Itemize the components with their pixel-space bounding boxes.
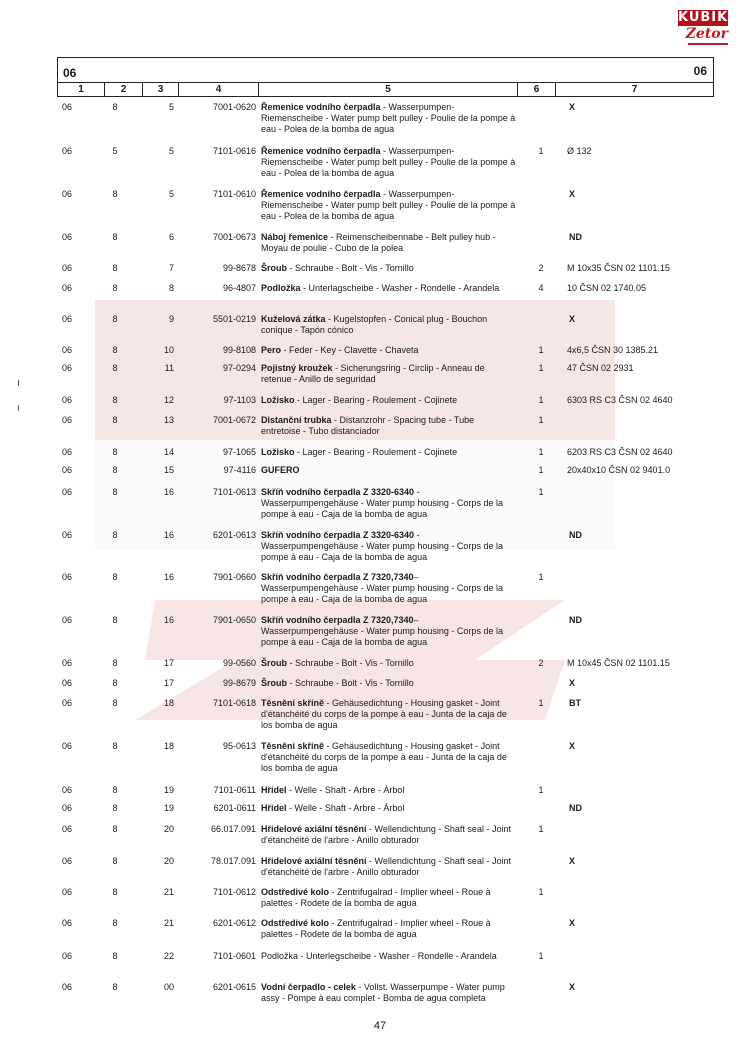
cell-note: X xyxy=(569,102,576,112)
description-text: Podložka - Unterlegscheibe - Washer - Rondelle - Arandela xyxy=(261,951,497,961)
cell-position: 9 xyxy=(168,314,174,324)
cell-description xyxy=(261,363,516,385)
cell-note: X xyxy=(569,918,576,928)
description-text: - Schraube - Bolt - Vis - Tornillo xyxy=(287,263,414,273)
cell-quantity: 2 xyxy=(538,263,544,273)
cell-position: 00 xyxy=(163,982,174,992)
cell-subgroup: 8 xyxy=(112,102,118,112)
cell-quantity: 1 xyxy=(538,487,544,497)
cell-group: 06 xyxy=(62,314,73,324)
cell-position: 11 xyxy=(164,363,174,373)
cell-note: 47 ČSN 02 2931 xyxy=(567,363,634,373)
description-text: - Welle - Shaft - Arbre - Árbol xyxy=(286,785,405,795)
cell-group: 06 xyxy=(62,698,73,708)
cell-position: 5 xyxy=(168,102,174,112)
cell-subgroup: 8 xyxy=(112,395,118,405)
cell-subgroup: 8 xyxy=(112,487,118,497)
cell-note: M 10x35 ČSN 02 1101.15 xyxy=(567,263,670,273)
cell-quantity: 1 xyxy=(538,951,544,961)
description-title: Kuželová zátka xyxy=(261,314,326,324)
cell-subgroup: 5 xyxy=(112,146,118,156)
cell-position: 19 xyxy=(163,785,174,795)
cell-description xyxy=(261,698,516,731)
description-title: Šroub xyxy=(261,658,287,668)
cell-part-number: 7901-0650 xyxy=(212,615,256,625)
description-title: Těsnění skříně xyxy=(261,741,325,751)
description-title: Ložisko xyxy=(261,447,295,457)
cell-description xyxy=(261,345,516,356)
cell-note: Ø 132 xyxy=(567,146,592,156)
cell-position: 5 xyxy=(168,189,174,199)
section-number-left: 06 xyxy=(63,66,77,80)
cell-description xyxy=(261,487,516,520)
description-text: - Kugelstopfen - Conical plug - Bouchon conique - Tapón cónico xyxy=(261,314,488,335)
cell-subgroup: 8 xyxy=(112,615,118,625)
cell-group: 06 xyxy=(62,785,73,795)
cell-position: 17 xyxy=(163,658,174,668)
cell-position: 16 xyxy=(163,572,174,582)
cell-position: 6 xyxy=(168,232,174,242)
description-title: Odstředivé kolo xyxy=(261,887,330,897)
cell-subgroup: 8 xyxy=(112,572,118,582)
description-title: Pero xyxy=(261,345,282,355)
cell-group: 06 xyxy=(62,530,73,540)
cell-group: 06 xyxy=(62,447,73,457)
cell-note: BT xyxy=(569,698,581,708)
cell-position: 10 xyxy=(163,345,174,355)
description-text: - Schraube - Bolt - Vis - Tornillo xyxy=(287,658,414,668)
cell-position: 5 xyxy=(168,146,174,156)
description-text: - Unterlagscheibe - Washer - Rondelle - Arandela xyxy=(300,283,500,293)
description-title: Řemenice vodního čerpadla xyxy=(261,146,381,156)
cell-subgroup: 8 xyxy=(112,263,118,273)
cell-quantity: 1 xyxy=(538,785,544,795)
description-title: Řemenice vodního čerpadla xyxy=(261,189,381,199)
cell-subgroup: 8 xyxy=(112,345,118,355)
cell-description xyxy=(261,741,516,774)
cell-position: 21 xyxy=(163,918,174,928)
cell-position: 19 xyxy=(163,803,174,813)
cell-note: 6303 RS C3 ČSN 02 4640 xyxy=(567,395,673,405)
cell-quantity: 1 xyxy=(538,146,544,156)
cell-description xyxy=(261,283,516,294)
cell-note: X xyxy=(569,189,576,199)
cell-part-number: 97-1103 xyxy=(223,395,256,405)
description-title: Podložka xyxy=(261,283,301,293)
cell-quantity: 4 xyxy=(538,283,544,293)
cell-subgroup: 8 xyxy=(112,658,118,668)
cell-part-number: 95-0613 xyxy=(222,741,256,751)
cell-description xyxy=(261,263,516,274)
description-title: Skříň vodního čerpadla Z 7320,7340 xyxy=(261,615,414,625)
cell-note: X xyxy=(569,678,576,688)
cell-group: 06 xyxy=(62,395,73,405)
cell-description xyxy=(261,572,516,605)
cell-group: 06 xyxy=(62,856,73,866)
cell-subgroup: 8 xyxy=(112,824,118,834)
cell-quantity: 2 xyxy=(538,658,544,668)
cell-part-number: 7101-0613 xyxy=(212,487,256,497)
cell-quantity: 1 xyxy=(538,824,544,834)
section-header xyxy=(57,57,714,83)
cell-subgroup: 8 xyxy=(112,465,118,475)
cell-position: 16 xyxy=(163,530,174,540)
cell-subgroup: 8 xyxy=(112,530,118,540)
cell-group: 06 xyxy=(62,189,73,199)
section-number-right: 06 xyxy=(693,64,707,78)
description-title: Šroub xyxy=(261,263,287,273)
logo-zetor: Zetor xyxy=(685,26,728,42)
cell-note: 10 ČSN 02 1740.05 xyxy=(567,283,647,293)
cell-description xyxy=(261,465,516,476)
cell-note: ND xyxy=(569,232,582,242)
cell-part-number: 7101-0616 xyxy=(212,146,256,156)
column-header-4: 4 xyxy=(179,83,259,96)
cell-description xyxy=(261,447,516,458)
description-title: Skříň vodního čerpadla Z 3320-6340 xyxy=(261,530,415,540)
cell-subgroup: 8 xyxy=(112,803,118,813)
cell-description xyxy=(261,189,516,222)
description-text: - Lager - Bearing - Roulement - Cojinete xyxy=(294,447,458,457)
cell-part-number: 97-4116 xyxy=(223,465,256,475)
cell-part-number: 7101-0610 xyxy=(212,189,256,199)
description-text: - Zentrifugalrad - Implier wheel - Roue à palettes - Rodete de la bomba de agua xyxy=(261,887,491,908)
cell-position: 15 xyxy=(163,465,174,475)
margin-tick xyxy=(18,405,19,411)
column-header-7: 7 xyxy=(631,84,638,95)
cell-description xyxy=(261,146,516,179)
cell-group: 06 xyxy=(62,572,73,582)
cell-group: 06 xyxy=(62,824,73,834)
cell-position: 16 xyxy=(163,487,174,497)
cell-note: X xyxy=(569,741,576,751)
cell-part-number: 7901-0660 xyxy=(212,572,256,582)
description-title: Těsnění skříně xyxy=(261,698,325,708)
cell-position: 18 xyxy=(163,741,174,751)
margin-tick xyxy=(18,380,19,386)
description-text: - Wellendichtung - Shaft seal - Joint d'étanchéité de l'arbre - Anillo obturador xyxy=(261,856,511,877)
cell-description xyxy=(261,824,516,846)
cell-quantity: 1 xyxy=(538,447,544,457)
cell-group: 06 xyxy=(62,283,73,293)
cell-quantity: 1 xyxy=(538,363,544,373)
cell-subgroup: 8 xyxy=(112,918,118,928)
cell-note: ND xyxy=(569,530,582,540)
cell-position: 20 xyxy=(163,856,174,866)
description-text: - Reimenscheibennabe - Belt pulley hub - Moyau de poulie - Cubo de la polea xyxy=(261,232,496,253)
cell-group: 06 xyxy=(62,232,73,242)
cell-group: 06 xyxy=(62,415,73,425)
cell-note: 20x40x10 ČSN 02 9401.0 xyxy=(567,465,671,475)
cell-group: 06 xyxy=(62,741,73,751)
cell-part-number: 97-0294 xyxy=(222,363,256,373)
cell-position: 7 xyxy=(168,263,174,273)
cell-group: 06 xyxy=(62,465,73,475)
cell-part-number: 99-0560 xyxy=(222,658,256,668)
cell-position: 13 xyxy=(163,415,174,425)
cell-description xyxy=(261,102,516,135)
cell-group: 06 xyxy=(62,102,73,112)
cell-part-number: 78.017.091 xyxy=(210,856,256,866)
description-text: - Zentrifugalrad - Implier wheel - Roue à palettes - Rodete de la bomba de agua xyxy=(261,918,491,939)
cell-subgroup: 8 xyxy=(112,363,118,373)
description-text: - Lager - Bearing - Roulement - Cojinete xyxy=(294,395,458,405)
cell-subgroup: 8 xyxy=(112,232,118,242)
cell-position: 17 xyxy=(163,678,174,688)
cell-subgroup: 8 xyxy=(112,678,118,688)
logo-underline xyxy=(688,43,728,45)
cell-part-number: 7101-0618 xyxy=(212,698,256,708)
description-title: Odstředivé kolo xyxy=(261,918,330,928)
cell-quantity: 1 xyxy=(538,395,544,405)
column-header-2: 2 xyxy=(105,83,143,96)
cell-description xyxy=(261,395,516,406)
cell-note: X xyxy=(569,314,576,324)
cell-subgroup: 8 xyxy=(112,856,118,866)
cell-description xyxy=(261,785,516,796)
cell-description xyxy=(261,678,516,689)
description-text: - Feder - Key - Clavette - Chaveta xyxy=(281,345,419,355)
cell-quantity: 1 xyxy=(538,698,544,708)
cell-part-number: 7001-0620 xyxy=(212,102,256,112)
description-title: Řemenice vodního čerpadla xyxy=(261,102,381,112)
description-title: Hřídelové axiální těsnění xyxy=(261,856,367,866)
cell-note: 6203 RS C3 ČSN 02 4640 xyxy=(567,447,673,457)
description-title: Pojistný kroužek xyxy=(261,363,333,373)
cell-part-number: 7101-0611 xyxy=(213,785,256,795)
cell-part-number: 5501-0219 xyxy=(212,314,256,324)
description-title: Hřídel xyxy=(261,785,287,795)
description-text: - Wellendichtung - Shaft seal - Joint d'étanchéité de l'arbre - Anillo obturador xyxy=(261,824,511,845)
cell-description xyxy=(261,856,516,878)
cell-part-number: 7101-0612 xyxy=(212,887,256,897)
cell-group: 06 xyxy=(62,887,73,897)
cell-group: 06 xyxy=(62,615,73,625)
cell-note: ND xyxy=(569,803,582,813)
description-text: - Wasserpumpengehäuse - Water pump housing - Corps de la pompe à eau - Caja de la bomba de agua xyxy=(261,487,503,519)
column-header-1: 1 xyxy=(58,83,105,96)
cell-description xyxy=(261,314,516,336)
description-text: – Wasserpumpengehäuse - Water pump housing - Corps de la pompe à eau - Caja de la bomba de agua xyxy=(261,572,503,604)
cell-note: 4x6,5 ČSN 30 1385.21 xyxy=(567,345,659,355)
cell-description xyxy=(261,232,516,254)
cell-subgroup: 8 xyxy=(112,698,118,708)
cell-part-number: 99-8108 xyxy=(222,345,256,355)
cell-part-number: 99-8679 xyxy=(222,678,256,688)
cell-subgroup: 8 xyxy=(112,447,118,457)
cell-position: 18 xyxy=(163,698,174,708)
cell-description xyxy=(261,803,516,814)
cell-subgroup: 8 xyxy=(112,415,118,425)
description-text: - Wasserpumpen-Riemenscheibe - Water pump belt pulley - Poulie de la pompe à eau - Polea de la bomba de agua xyxy=(261,189,516,221)
column-header-6: 6 xyxy=(518,83,556,96)
cell-part-number: 96-4807 xyxy=(222,283,256,293)
cell-description xyxy=(261,918,516,940)
description-title: Náboj řemenice xyxy=(261,232,329,242)
cell-quantity: 1 xyxy=(538,465,544,475)
cell-subgroup: 8 xyxy=(112,314,118,324)
description-text: - Vollst. Wasserpumpe - Water pump assy - Pompe à eau complet - Bomba de agua completa xyxy=(261,982,505,1003)
description-title: Skříň vodního čerpadla Z 3320-6340 xyxy=(261,487,415,497)
description-text: - Welle - Shaft - Arbre - Árbol xyxy=(286,803,405,813)
description-text: - Schraube - Bolt - Vis - Tornillo xyxy=(287,678,414,688)
cell-position: 16 xyxy=(163,615,174,625)
description-title: Hřídel xyxy=(261,803,287,813)
column-header-5: 5 xyxy=(259,83,518,96)
description-title: GUFERO xyxy=(261,465,300,475)
cell-subgroup: 8 xyxy=(112,951,118,961)
page-number: 47 xyxy=(373,1020,387,1032)
cell-note: X xyxy=(569,982,576,992)
cell-position: 21 xyxy=(163,887,174,897)
description-title: Hřídelové axiální těsnění xyxy=(261,824,367,834)
cell-note: M 10x45 ČSN 02 1101.15 xyxy=(567,658,670,668)
description-text: - Gehäusedichtung - Housing gasket - Joint d'étanchéité du corps de la pompe à eau - Junta de la caja de los bomba de agua xyxy=(261,741,507,773)
cell-quantity: 1 xyxy=(538,572,544,582)
cell-description xyxy=(261,951,516,962)
cell-part-number: 7001-0672 xyxy=(212,415,256,425)
cell-quantity: 1 xyxy=(538,415,544,425)
description-title: Distanční trubka xyxy=(261,415,332,425)
description-text: - Distanzrohr - Spacing tube - Tube entretoise - Tubo distanciador xyxy=(261,415,475,436)
cell-part-number: 6201-0612 xyxy=(212,918,256,928)
cell-group: 06 xyxy=(62,951,73,961)
cell-group: 06 xyxy=(62,658,73,668)
cell-position: 8 xyxy=(168,283,174,293)
cell-subgroup: 8 xyxy=(112,982,118,992)
cell-description xyxy=(261,530,516,563)
cell-description xyxy=(261,615,516,648)
description-text: - Wasserpumpen-Riemenscheibe - Water pump belt pulley - Poulie de la pompe à eau - Polea de la bomba de agua xyxy=(261,102,516,134)
column-header-3: 3 xyxy=(143,83,179,96)
cell-description xyxy=(261,658,516,669)
cell-group: 06 xyxy=(62,345,73,355)
cell-group: 06 xyxy=(62,678,73,688)
cell-description xyxy=(261,887,516,909)
cell-part-number: 66.017.091 xyxy=(210,824,256,834)
cell-note: ND xyxy=(569,615,582,625)
description-text: - Gehäusedichtung - Housing gasket - Joint d'étanchéité du corps de la pompe à eau - Junta de la caja de los bomba de agua xyxy=(261,698,507,730)
cell-subgroup: 8 xyxy=(112,283,118,293)
cell-group: 06 xyxy=(62,146,73,156)
cell-part-number: 99-8678 xyxy=(222,263,256,273)
cell-subgroup: 8 xyxy=(112,785,118,795)
cell-group: 06 xyxy=(62,803,73,813)
cell-group: 06 xyxy=(62,982,73,992)
cell-group: 06 xyxy=(62,363,73,373)
description-text: – Wasserpumpengehäuse - Water pump housing - Corps de la pompe à eau - Caja de la bomba de agua xyxy=(261,615,503,647)
cell-position: 22 xyxy=(163,951,174,961)
cell-part-number: 6201-0615 xyxy=(212,982,256,992)
description-title: Vodní čerpadlo - celek xyxy=(261,982,356,992)
description-title: Skříň vodního čerpadla Z 7320,7340 xyxy=(261,572,414,582)
cell-group: 06 xyxy=(62,263,73,273)
logo-kubik: KUBIK xyxy=(678,10,729,25)
description-title: Ložisko xyxy=(261,395,295,405)
cell-group: 06 xyxy=(62,487,73,497)
cell-part-number: 7001-0673 xyxy=(212,232,256,242)
cell-part-number: 97-1065 xyxy=(222,447,256,457)
cell-description xyxy=(261,982,516,1004)
cell-part-number: 6201-0613 xyxy=(212,530,256,540)
description-text: - Wasserpumpen-Riemenscheibe - Water pump belt pulley - Poulie de la pompe à eau - Polea de la bomba de agua xyxy=(261,146,516,178)
column-header-row xyxy=(57,82,714,97)
description-text: - Sicherungsring - Circlip - Anneau de retenue - Anillo de seguridad xyxy=(261,363,485,384)
description-text: - Wasserpumpengehäuse - Water pump housing - Corps de la pompe à eau - Caja de la bomba de agua xyxy=(261,530,503,562)
cell-subgroup: 8 xyxy=(112,189,118,199)
cell-description xyxy=(261,415,516,437)
cell-subgroup: 8 xyxy=(112,887,118,897)
cell-quantity: 1 xyxy=(538,345,544,355)
brand-logo xyxy=(678,10,728,52)
cell-group: 06 xyxy=(62,918,73,928)
cell-part-number: 7101-0601 xyxy=(212,951,256,961)
cell-position: 12 xyxy=(163,395,174,405)
cell-subgroup: 8 xyxy=(112,741,118,751)
description-title: Šroub xyxy=(261,678,287,688)
cell-note: X xyxy=(569,856,576,866)
cell-position: 14 xyxy=(163,447,174,457)
cell-quantity: 1 xyxy=(538,887,544,897)
cell-position: 20 xyxy=(163,824,174,834)
cell-part-number: 6201-0611 xyxy=(213,803,256,813)
